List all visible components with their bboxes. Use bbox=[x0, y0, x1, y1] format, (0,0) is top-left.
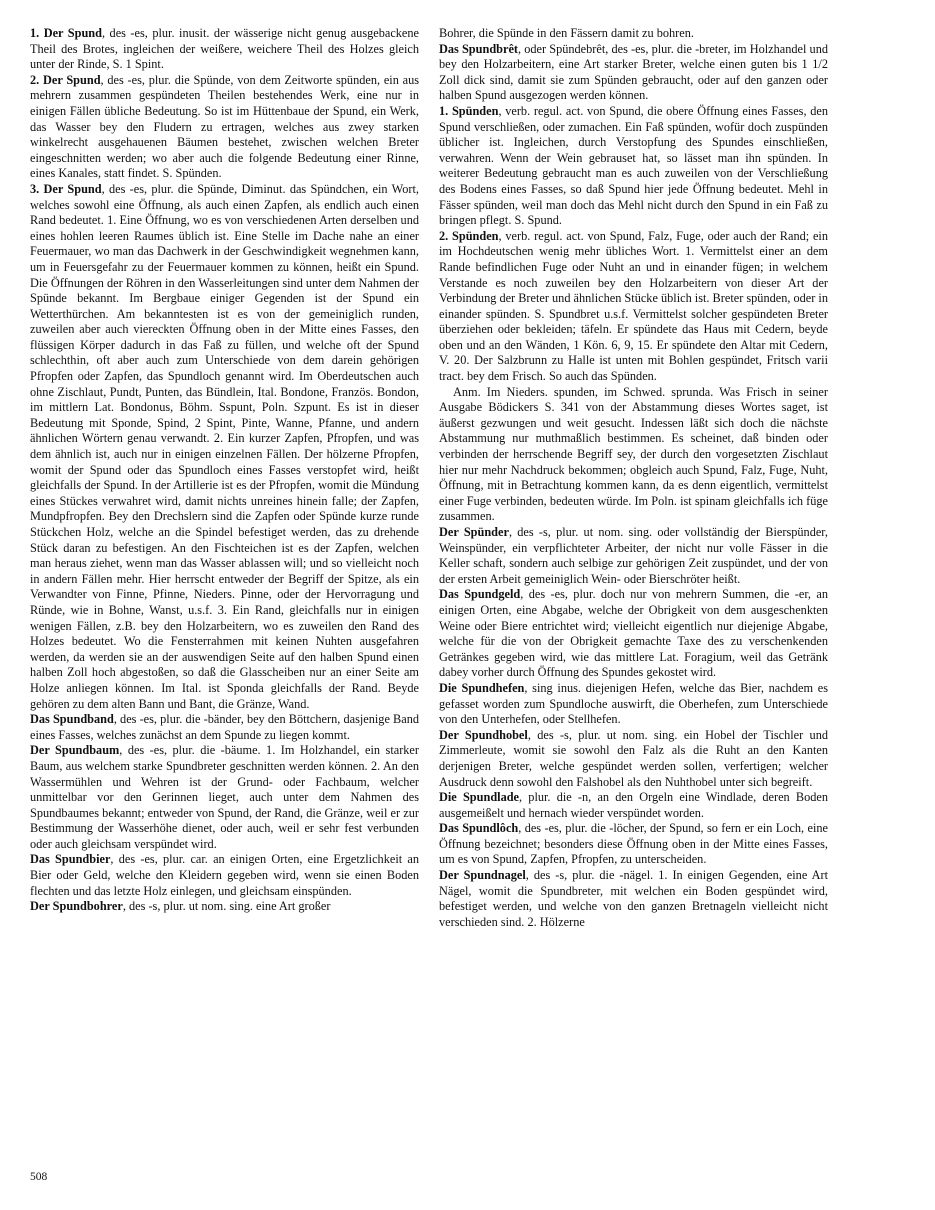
entry-text: , des -es, plur. die -löcher, der Spund, so fern er ein Loch, eine Öffnung bezeichnet; besonders diese Öffnung oben in der Mitte eines Fasses, um es von Spund, Zapfen, Pfropfen, zu unterscheiden. bbox=[439, 821, 828, 867]
entry-headword: Das Spundlôch bbox=[439, 821, 519, 836]
entry-headword: Das Spundbier bbox=[30, 852, 111, 867]
dictionary-entry bbox=[30, 852, 419, 899]
entry-text: , verb. regul. act. von Spund, die obere Öffnung eines Fasses, den Spund verschließen, oder zumachen. Ein Faß spünden, wofür doch zuspünden üblicher ist. Ingleichen, durch Verstopfung des Spundes einschließen, verwahren. Wenn der Wein gebrauset hat, so lässet man ihn spünden. In weiterer Bedeutung gebraucht man es auch zuweilen von der Verschließung des Bodens eines Fasses, so daß Spund hier jede Öffnung bedeutet. Mehl in Fässer spünden, weil man doch das Mehl nicht durch den Spund in ein Faß zu bringen pflegt. S. Spund. bbox=[439, 103, 828, 228]
dictionary-entry bbox=[439, 681, 828, 728]
entry-text: , des -es, plur. doch nur von mehrern Summen, die -er, an einigen Orten, eine Abgabe, welche der Obrigkeit von dem ausgeschenkten Weine oder Biere entrichtet wird; vielleicht eigentlich nur diejenige Abgabe, welche für die von der Obrigkeit gemachte Taxe des zu verschenkenden Getränkes gegeben wird, wie das mittlere Lat. Foragium, weil das Getränk dabey vorher durch Öffnung des Spundes gekostet wird. bbox=[439, 587, 828, 680]
entry-text: , des -es, plur. car. an einigen Orten, eine Ergetzlichkeit an Bier oder Geld, welche den Kleidern gegeben wird, wenn sie einen Boden flechten und das letzte Holz einlegen, und gleichsam einspünden. bbox=[30, 852, 419, 898]
entry-headword: Der Spundhobel bbox=[439, 727, 528, 742]
dictionary-entry bbox=[439, 868, 828, 930]
entry-text: , des -s, plur. ut nom. sing. ein Hobel der Tischler und Zimmerleute, womit sie sowohl den Falz als die Ruht an den Kanten derjenigen Breter, welche gespündet werden sollen, verfertigen; welcher Ausdruck denn sowohl den Falshobel als den Nuhthobel unter sich begreift. bbox=[439, 727, 829, 789]
entry-text: Anm. Im Nieders. spunden, im Schwed. sprunda. Was Frisch in seiner Ausgabe Bödickers S. 341 von der Abstammung dieses Wortes saget, ist äußerst gezwungen und weit gesucht. Indessen läßt sich doch die nächste Abstammung nur muthmaßlich bestimmen. Es scheinet, daß binden oder verbinden der herrschende Begriff sey, der durch den vorgesetzten Zischlaut hier nur mehr Nachdruck bekommen; obgleich auch Spund, Falz, Fuge, Nuht, Öffnung, mit in Betrachtung kommen kann, da es denn eigentlich, vermittelst einer Fuge verbinden, bedeuten würde. Im Poln. ist spinam gleichfalls ich füge zusammen. bbox=[439, 384, 828, 524]
dictionary-entry bbox=[439, 525, 828, 587]
dictionary-entry bbox=[30, 743, 419, 852]
entry-text: , verb. regul. act. von Spund, Falz, Fuge, oder auch der Rand; ein im Hochdeutschen wenig mehr übliches Wort. 1. Vermittelst einer an dem Rande befindlichen Fuge oder Nuht an und in einander fügen; in welchem Verstande es noch zuweilen bey den Holzarbeitern von dieser Art der Verbindung der Breter und ähnlichen Stücke üblich ist. Breter spünden, oder in einander spünden. S. Spundbret u.s.f. Vermittelst solcher gespündeten Breter überziehen oder bekleiden; täfeln. Er spündete das Haus mit Cedern, beyde oben und an den Wänden, 1 Kön. 6, 9, 15. Er spündete den Altar mit Cedern, V. 20. Der Salzbrunn zu Halle ist unten mit Bohlen gespündet, Fritsch varii tract. bey dem Frisch. So auch das Spünden. bbox=[439, 228, 828, 384]
entry-headword: Das Spundbrêt bbox=[439, 41, 519, 56]
entry-headword: Der Spundnagel bbox=[439, 868, 526, 883]
entry-headword: Die Spundhefen bbox=[439, 680, 525, 695]
dictionary-entry bbox=[439, 821, 828, 868]
right-column bbox=[439, 26, 828, 930]
dictionary-entry bbox=[439, 104, 828, 229]
entry-headword: Der Spünder bbox=[439, 525, 509, 539]
dictionary-entry bbox=[30, 712, 419, 743]
entry-text: , des -s, plur. ut nom. sing. oder vollständig der Bierspünder, Weinspünder, ein verpflichteter Arbeiter, der nicht nur volle Fässer in die Keller schaft, sondern auch selbige zur gehörigen Zeit zuspündet, und der von der ersten Arbeit gemeiniglich Wein- oder Bierschröter heißt. bbox=[439, 525, 828, 586]
dictionary-entry bbox=[30, 73, 419, 182]
entry-text: , des -s, plur. die -nägel. 1. In einigen Gegenden, eine Art Nägel, womit die Spundbreter, mit welchen ein Boden gespündet wird, befestiget werden, und welche von den ganzen Bretnageln vielleicht nicht verschieden sind. 2. Hölzerne bbox=[439, 868, 828, 929]
dictionary-entry bbox=[439, 587, 828, 681]
dictionary-entry bbox=[439, 26, 828, 42]
entry-text: , des -es, plur. die -bänder, bey den Böttchern, dasjenige Band eines Fasses, welches zunächst an dem Spunde zu liegen kommt. bbox=[30, 712, 420, 742]
dictionary-entry bbox=[30, 182, 419, 712]
entry-headword: Die Spundlade bbox=[439, 790, 520, 805]
dictionary-entry bbox=[439, 42, 828, 104]
dictionary-entry bbox=[439, 790, 828, 821]
entry-headword: 1. Spünden bbox=[439, 103, 499, 118]
dictionary-page bbox=[30, 26, 906, 1206]
entry-headword: Der Spundbohrer bbox=[30, 899, 123, 914]
dictionary-entry bbox=[439, 728, 828, 790]
entry-headword: 1. Der Spund bbox=[30, 26, 102, 40]
entry-text: Bohrer, die Spünde in den Fässern damit zu bohren. bbox=[439, 26, 694, 40]
dictionary-entry bbox=[30, 26, 419, 73]
entry-text: , des -s, plur. ut nom. sing. eine Art großer bbox=[122, 899, 331, 914]
entry-text: , plur. die -n, an den Orgeln eine Windlade, deren Boden ausgemeißelt und hernach wieder verspündet worden. bbox=[439, 790, 828, 820]
entry-headword: 3. Der Spund bbox=[30, 181, 102, 196]
entry-text: , des -es, plur. die Spünde, Diminut. das Spündchen, ein Wort, welches sowohl eine Öffnung, als auch einen Zapfen, als endlich auch einen Rand bedeutet. 1. Eine Öffnung, wo es von verschiedenen Arten derselben und eines hohlen leeren Raumes üblich ist. Eine Stelle im Dache nahe an einer Feuermauer, wo man das Dachwerk in der Geschwindigkeit wegnehmen kann, um in Feuersgefahr zu der Feuermauer kommen zu können, heißt ein Spund. Die Öffnungen der Röhren in den Wasserleitungen sind unter dem Nahmen der Spünde bekannt. Im Bergbaue einiger Gegenden ist der Spund ein Wetterthürchen. Am bekanntesten ist es von der gemeiniglich runden, zuweilen aber auch viereckten Öffnung oben in der Mitte eines Fasses, den flüssigen Körper dadurch in das Faß zu füllen, und welche oft der Spund schlechthin, oft aber auch zum Unterschiede von dem darein gehörigen Pfropfen oder Zapfen, das Spundloch genannt wird. Im Oberdeutschen auch ohne Zischlaut, Pundt, Punten, das Bündlein, Ital. Bondone, Französ. Bondon, im mittlern Lat. Bondonus, Böhm. Sspunt, Poln. Szpunt. Es ist in dieser Bedeutung mit Sponde, Spind, 2 Spint, Pinte, Wanne, Pfanne, und andern ähnlichen Wörtern genau verwandt. 2. Ein kurzer Zapfen, Pfropfen, und was dem ähnlich ist, auch nur in einigen einzelnen Fällen. Der hölzerne Pfropfen, womit der Spund oder das Spundloch eines Fasses verstopfet wird, heißt gleichfalls der Spund. In der Artillerie ist es der Pfropfen, womit die Mündung eines Stückes verwahret wird, damit nichts unreines hinein falle; der Zapfen, Mundpfropfen. Bey den Drechslern sind die Zapfen oder Spünde kurze runde Stückchen Holz, welche an die Spindel befestiget werden, das zu drehende Stück daran zu befestigen. An den Fischteichen ist es der Zapfen, welchen man heraus ziehet, wenn man das Wasser ablassen will; und so vielleicht noch in andern Fällen mehr. Hier herrscht entweder der Begriff der Spitze, als ein Verwandter von Finne, Pfinne, Nieders. Pinne, oder der Hervorragung und Ründe, wie in Bohne, Wanst, u.s.f. 3. Ein Rand, gleichfalls nur in einigen wenigen Fällen, z.B. bey den Holzarbeitern, wo es zuweilen den Rand des Holzes bedeutet. Wo die Fensterrahmen mit keinen Nuhten ausgefahren werden, da werden sie an der auswendigen Seite auf den halben Spund einen halben Zoll hoch abgestoßen, so daß die Glasscheiben nur an einer Seite am Holze anliegen können. Im Ital. ist Sponda gleichfalls der Rand. Beyde gehören zu dem alten Bann und Bant, die Gränze, Wand. bbox=[30, 181, 419, 711]
entry-headword: 2. Der Spund bbox=[30, 72, 101, 87]
entry-headword: 2. Spünden bbox=[439, 228, 499, 243]
entry-text: , des -es, plur. inusit. der wässerige nicht genug ausgebackene Theil des Brotes, ingleichen der weißere, weichere Theil des Holzes gleich unter der Rinde, S. 1 Spint. bbox=[30, 26, 420, 72]
page-number: 508 bbox=[30, 1171, 48, 1183]
entry-text: , des -es, plur. die Spünde, von dem Zeitworte spünden, ein aus mehrern zusammen gespündeten Theilen bestehendes Werk, eine nur in einigen Fällen übliche Bedeutung. So ist im Hüttenbaue der Spund, ein Werk, das Wasser bey den Fludern zu ertragen, welches aus zwey starken winkelrecht ausgehauenen Bäumen bestehet, zwischen welchen Breter eingeschnitten werden; wo aber auch die folgende Bedeutung einer Rinne, eines Kanales, statt findet. S. Spünden. bbox=[30, 72, 420, 181]
dictionary-entry bbox=[439, 385, 828, 525]
dictionary-entry bbox=[439, 229, 828, 385]
dictionary-entry bbox=[30, 899, 419, 915]
entry-text: , sing inus. diejenigen Hefen, welche das Bier, nachdem es gefasset worden zum Spundloche auswirft, die Oberhefen, zum Unterschiede von den Unterhefen, oder Stellhefen. bbox=[439, 680, 828, 727]
entry-text: , des -es, plur. die -bäume. 1. Im Holzhandel, ein starker Baum, aus welchem starke Spundbreter geschnitten werden können. 2. An den Wassermühlen und Wehren ist der Grund- oder Fachbaum, welcher unmittelbar vor den Gerinnen lieget, auch unter dem Nahmen des Spundbaumes bekannt; entweder von Spund, der Rand, die Gränze, weil er zur Bestimmung der Wasserhöhe dienet, oder auch, weil er sehr fest verbunden oder auch gleichsam verspündet wird. bbox=[30, 743, 419, 851]
entry-headword: Das Spundgeld bbox=[439, 587, 521, 602]
entry-headword: Das Spundband bbox=[30, 712, 114, 727]
left-column bbox=[30, 26, 419, 915]
entry-text: , oder Spündebrêt, des -es, plur. die -breter, im Holzhandel und bey den Holzarbeitern, eine Art starker Breter, welche einen guten bis 1 1/2 Zoll dick sind, damit sie zum Spünden gebraucht, oder auf den ganzen oder halben Spund ausgezogen werden können. bbox=[439, 41, 828, 103]
entry-headword: Der Spundbaum bbox=[30, 743, 120, 758]
